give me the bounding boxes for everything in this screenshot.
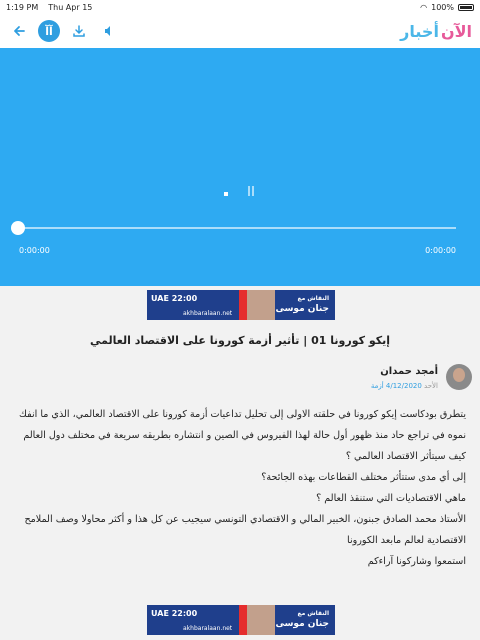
ad-text: [275, 608, 329, 630]
article-body: [14, 404, 466, 572]
article-paragraph: يتطرق بودكاست إيكو كورونا في حلقته الاولى إلى تحليل تداعيات أزمة كورونا على الاقتصاد العالمي، الذي ما انفك نموه في تراجع حاد منذ ظهور أول حالة لهذا الفيروس في الصين و انتشاره بطريقه سريعة في مختلف دول العالم: [19, 409, 466, 441]
ad-line2: جنان موسى: [275, 619, 329, 629]
article-date: 4/12/2020: [385, 382, 422, 390]
download-icon[interactable]: [68, 20, 90, 42]
pause-icon[interactable]: [248, 186, 254, 196]
ad-text: [275, 293, 329, 315]
ad-line1: النقاش مع: [297, 295, 329, 302]
ad-line2: جنان موسى: [275, 304, 329, 314]
status-time: 1:19 PM: [6, 2, 39, 12]
battery-icon: [458, 4, 474, 11]
status-bar: [0, 0, 480, 14]
speaker-icon[interactable]: [98, 20, 120, 42]
logo-part-2: الآن: [440, 21, 472, 41]
ad-time: UAE 22:00: [151, 609, 198, 618]
author-meta: [371, 382, 438, 390]
article-paragraph: الأستاذ محمد الصادق جبنون، الخبير المالي و الاقتصادي التونسي سيجيب عن كل هذا و أكثر محاولا وصف الملامح الاقتصادية لعالم مابعد الكورونا: [24, 514, 466, 546]
status-date: Thu Apr 15: [48, 2, 93, 12]
audio-player[interactable]: [0, 48, 480, 286]
article-paragraph: استمعوا وشاركونا آراءكم: [367, 556, 466, 567]
font-size-button[interactable]: آآ: [38, 20, 60, 42]
progress-track[interactable]: [18, 227, 456, 229]
status-right: [420, 3, 474, 12]
app-logo: [400, 22, 472, 41]
ad-banner-bottom[interactable]: [147, 605, 335, 635]
progress-thumb[interactable]: [11, 221, 25, 235]
ad-host-photo: [245, 605, 275, 635]
ad-stripe: [239, 605, 247, 635]
toolbar: [0, 14, 480, 48]
author-name: أمجد حمدان: [380, 366, 438, 377]
back-arrow-icon[interactable]: [8, 20, 30, 42]
ad-time: UAE 22:00: [151, 294, 198, 303]
wifi-icon: ◠: [420, 2, 428, 12]
ad-stripe: [239, 290, 247, 320]
author-block: [352, 362, 472, 394]
article-title: إيكو كورونا 01 | تأثير أزمة كورونا على الاقتصاد العالمي: [89, 334, 391, 347]
ad-line1: النقاش مع: [297, 610, 329, 617]
current-time: 0:00:00: [19, 246, 50, 255]
ad-url: akhbaralaan.net: [183, 310, 233, 317]
logo-part-1: أخبار: [400, 21, 439, 41]
article-paragraph: ماهي الاقتصاديات التي ستنقذ العالم ؟: [316, 493, 466, 504]
article-paragraph: كيف سيتأثر الاقتصاد العالمي ؟: [345, 451, 466, 462]
article-day: الأحد: [424, 382, 438, 390]
article-category[interactable]: أزمة: [370, 382, 384, 390]
article-paragraph: إلى أي مدى ستتأثر مختلف القطاعات بهذه الجائحة؟: [261, 472, 466, 483]
ad-banner-top[interactable]: [147, 290, 335, 320]
ad-host-photo: [245, 290, 275, 320]
duration: 0:00:00: [425, 246, 456, 255]
loading-indicator: [224, 192, 228, 196]
author-avatar: [446, 364, 472, 390]
ad-url: akhbaralaan.net: [183, 625, 233, 632]
battery-percent: 100%: [431, 2, 454, 12]
